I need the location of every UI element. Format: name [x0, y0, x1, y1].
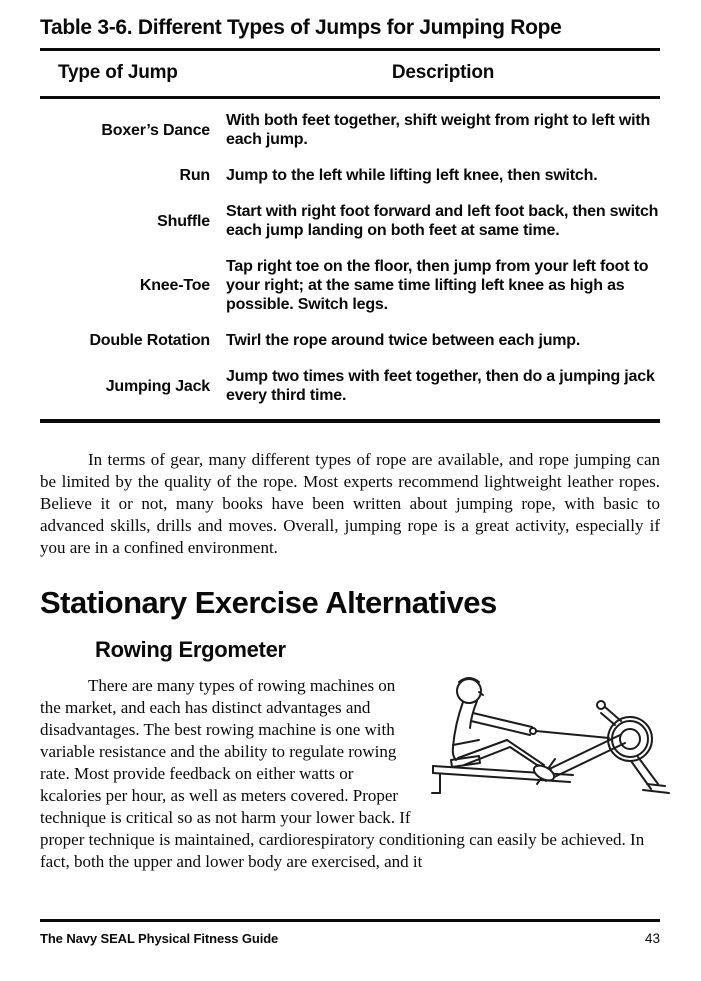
jump-description-cell: Jump to the left while lifting left knee, then switch.	[226, 167, 598, 184]
table-row	[40, 257, 660, 314]
footer-rule	[40, 919, 660, 922]
rowing-section	[40, 675, 660, 873]
subsection-heading: Rowing Ergometer	[95, 637, 286, 662]
jump-description-cell: Tap right toe on the floor, then jump from your left foot to your right; at the same time lifting left knee as high as possible. Switch legs.	[226, 258, 649, 313]
jump-type-cell: Boxer’s Dance	[101, 121, 210, 139]
table-row	[40, 111, 660, 149]
jump-type-cell: Double Rotation	[89, 332, 210, 349]
footer-book-title: The Navy SEAL Physical Fitness Guide	[40, 931, 279, 946]
jump-type-cell: Run	[179, 167, 210, 184]
table-row	[40, 202, 660, 240]
jump-description-cell: Twirl the rope around twice between each jump.	[226, 332, 581, 349]
jump-description-cell: Jump two times with feet together, then do a jumping jack every third time.	[226, 368, 655, 404]
footer-page-number: 43	[644, 931, 660, 946]
jump-type-cell: Knee-Toe	[139, 277, 210, 294]
table-row	[40, 331, 660, 350]
paragraph-gear: In terms of gear, many different types of rope are available, and rope jumping can be limited by the quality of the rope. Most experts recommend lightweight leather ropes. Believe it or not, many books have been written about jumping rope, with basic to advanced skills, drills and moves. Overall, jumping rope is a great activity, especially if you are in a confined environment.	[40, 450, 660, 557]
column-header-description: Description	[391, 62, 495, 83]
table-bottom-rule	[40, 419, 660, 423]
rowing-ergometer-illustration	[425, 669, 690, 819]
jump-table	[40, 16, 660, 423]
paragraph-rowing: There are many types of rowing machines on the market, and each has distinct advantages and disadvantages. The best rowing machine is one with variable resistance and the ability to regulate rowing rate. Most provide feedback on either watts or kcalories per hour, as well as meters covered. Proper technique is critical so as not harm your lower back. If proper technique is maintained, cardiorespiratory conditioning can easily be achieved. In fact, both the upper and lower body are exercised, and it	[40, 676, 645, 871]
jump-description-cell: With both feet together, shift weight from right to left with each jump.	[226, 112, 651, 148]
table-body	[40, 99, 660, 419]
jump-description-cell: Start with right foot forward and left foot back, then switch each jump landing on both feet at same time.	[226, 203, 659, 239]
table-title: Table 3-6. Different Types of Jumps for Jumping Rope	[40, 16, 562, 39]
page-footer	[40, 919, 660, 946]
jump-type-cell: Jumping Jack	[105, 377, 210, 395]
table-row	[40, 166, 660, 185]
table-row	[40, 367, 660, 405]
jump-type-cell: Shuffle	[157, 212, 210, 230]
footer-row	[40, 931, 660, 946]
column-header-type: Type of Jump	[58, 62, 178, 83]
table-header-row	[40, 51, 660, 96]
section-heading: Stationary Exercise Alternatives	[40, 585, 497, 620]
